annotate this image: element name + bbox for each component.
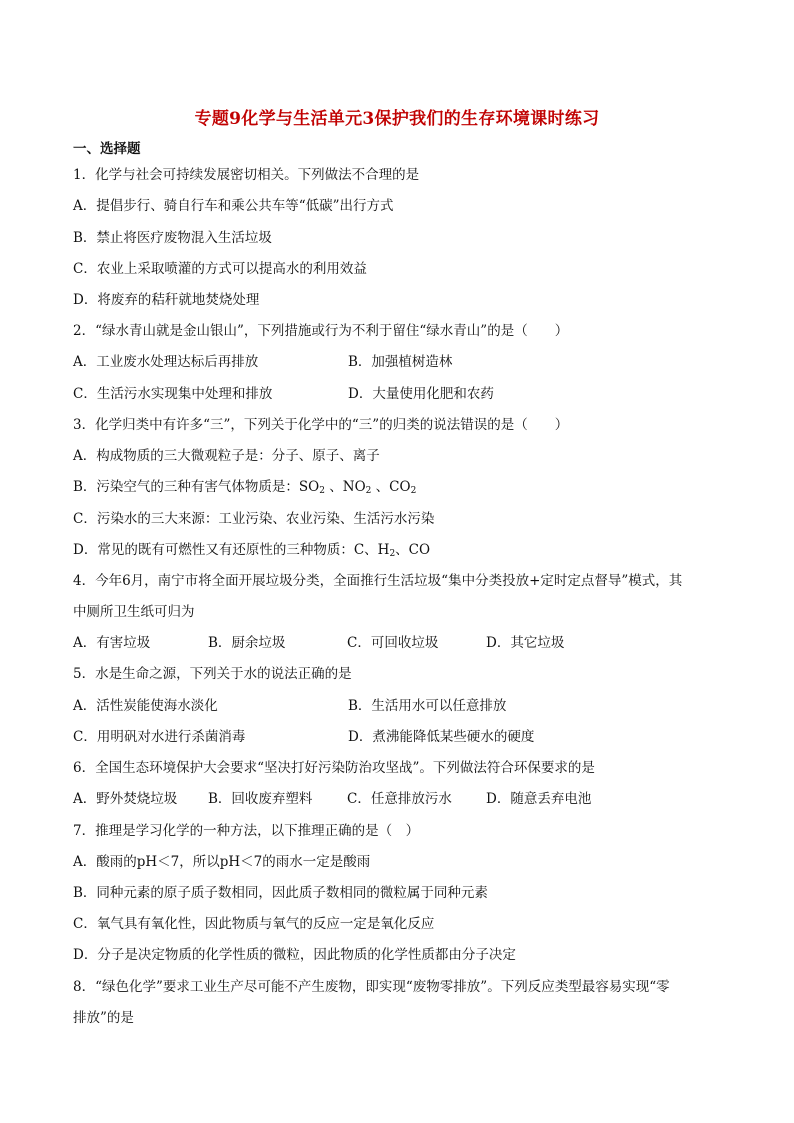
q7-stem: 7．推理是学习化学的一种方法，以下推理正确的是（ ） (73, 823, 420, 839)
q3-d-text: D．常见的既有可燃性又有还原性的三种物质：C、H (73, 542, 390, 558)
q5-option-a: A．活性炭能使海水淡化 (73, 698, 218, 714)
page-title: 专题9化学与生活单元3保护我们的生存环境课时练习 (194, 109, 600, 129)
q3-option-a: A．构成物质的三大微观粒子是：分子、原子、离子 (73, 448, 380, 464)
q8-stem-line2: 排放”的是 (73, 1010, 134, 1026)
q3-b-text: 、NO (324, 479, 366, 495)
q3-b-text: 、CO (371, 479, 411, 495)
q3-d-subscript: 2 (389, 549, 396, 559)
q7-option-b: B．同种元素的原子质子数相同，因此质子数相同的微粒属于同种元素 (73, 885, 488, 901)
q8-stem-line1: 8．“绿色化学”要求工业生产尽可能不产生废物，即实现“废物零排放”。下列反应类型最容易实现“零 (73, 979, 670, 995)
q6-option-b: B．回收废弃塑料 (208, 791, 313, 807)
q3-b-subscript: 2 (410, 486, 417, 496)
q3-stem: 3．化学归类中有许多“三”，下列关于化学中的“三”的归类的说法错误的是（ ） (73, 417, 569, 433)
q1-option-b: B．禁止将医疗废物混入生活垃圾 (73, 230, 272, 246)
q4-option-a: A．有害垃圾 (73, 635, 151, 651)
q4-option-b: B．厨余垃圾 (208, 635, 286, 651)
q5-option-c: C．用明矾对水进行杀菌消毒 (73, 729, 246, 745)
q3-b-subscript: 2 (365, 486, 372, 496)
q4-option-d: D．其它垃圾 (486, 635, 565, 651)
q3-option-c: C．污染水的三大来源：工业污染、农业污染、生活污水污染 (73, 511, 435, 527)
q1-option-d: D．将废弃的秸秆就地焚烧处理 (73, 292, 260, 308)
q6-option-d: D．随意丢弃电池 (486, 791, 592, 807)
q2-stem: 2．“绿水青山就是金山银山”，下列措施或行为不利于留住“绿水青山”的是（ ） (73, 323, 569, 339)
q4-stem-line1: 4．今年6月，南宁市将全面开展垃圾分类，全面推行生活垃圾“集中分类投放+定时定点督导”模式，其 (73, 573, 683, 589)
q3-b-subscript: 2 (319, 486, 325, 496)
q7-option-d: D．分子是决定物质的化学性质的微粒，因此物质的化学性质都由分子决定 (73, 947, 516, 963)
q1-option-a: A．提倡步行、骑自行车和乘公共车等“低碳”出行方式 (73, 198, 394, 214)
q3-d-text: 、CO (395, 542, 431, 558)
q6-option-c: C．任意排放污水 (347, 791, 452, 807)
q3-b-text: B．污染空气的三种有害气体物质是：SO (73, 479, 320, 495)
q3-option-d (73, 541, 430, 563)
q7-option-a: A．酸雨的pH＜7，所以pH＜7的雨水一定是酸雨 (73, 854, 371, 870)
q2-option-c: C．生活污水实现集中处理和排放 (73, 386, 273, 402)
q2-option-d: D．大量使用化肥和农药 (348, 386, 494, 402)
q1-option-c: C．农业上采取喷灌的方式可以提高水的利用效益 (73, 261, 367, 277)
q5-option-d: D．煮沸能降低某些硬水的硬度 (348, 729, 535, 745)
q7-option-c: C．氧气具有氧化性，因此物质与氧气的反应一定是氧化反应 (73, 916, 435, 932)
q2-option-a: A．工业废水处理达标后再排放 (73, 354, 259, 370)
q1-stem: 1．化学与社会可持续发展密切相关。下列做法不合理的是 (73, 167, 420, 183)
q5-stem: 5．水是生命之源，下列关于水的说法正确的是 (73, 666, 352, 682)
q6-stem: 6．全国生态环境保护大会要求“坚决打好污染防治攻坚战”。下列做法符合环保要求的是 (73, 760, 595, 776)
q5-option-b: B．生活用水可以任意排放 (348, 698, 507, 714)
q6-option-a: A．野外焚烧垃圾 (73, 791, 178, 807)
q4-stem-line2: 中厕所卫生纸可归为 (73, 604, 195, 620)
section-heading: 一、选择题 (73, 141, 141, 157)
q3-option-b (73, 478, 416, 500)
q4-option-c: C．可回收垃圾 (347, 635, 439, 651)
q2-option-b: B．加强植树造林 (348, 354, 453, 370)
